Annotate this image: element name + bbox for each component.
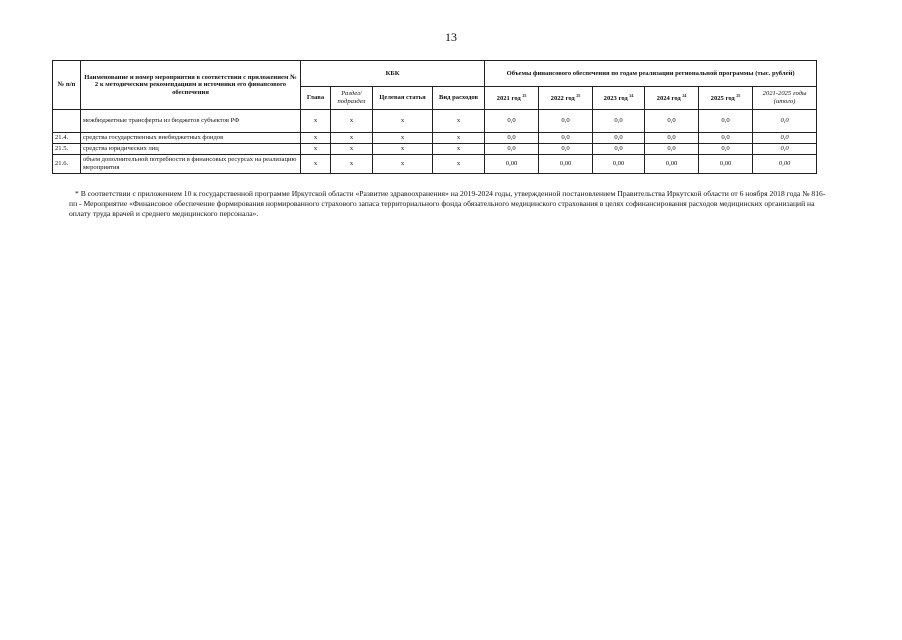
header-year-2021: 2021 год $^{25}$	[485, 87, 539, 110]
row-total: 0,0	[753, 133, 817, 144]
table-row	[53, 144, 817, 155]
row-value-2021: 0,0	[485, 144, 539, 155]
row-kbk-razdel: х	[331, 110, 373, 133]
row-kbk-vid: х	[433, 155, 485, 174]
row-name: средства государственных внебюджетных фондов	[81, 133, 301, 144]
row-value-2022: 0,00	[539, 155, 593, 174]
row-value-2023: 0,0	[593, 144, 645, 155]
header-volumes: Объемы финансового обеспечения по годам реализации региональной программы (тыс. рублей)	[485, 61, 817, 87]
row-total: 0,00	[753, 155, 817, 174]
row-value-2021: 0,0	[485, 110, 539, 133]
header-year-2025: 2025 год $^{25}$	[699, 87, 753, 110]
row-value-2024: 0,0	[645, 133, 699, 144]
page-number: 13	[445, 30, 457, 44]
row-kbk-celevaya: х	[373, 133, 433, 144]
row-number: 21.6.	[53, 155, 81, 174]
row-value-2024: 0,00	[645, 155, 699, 174]
row-kbk-glava: х	[301, 155, 331, 174]
table-row	[53, 155, 817, 174]
row-value-2021: 0,0	[485, 133, 539, 144]
header-name: Наименование и номер мероприятия в соответствии с приложением № 2 к методическим рекомендациям и источники его финансового обеспечения	[81, 61, 301, 110]
row-value-2022: 0,0	[539, 144, 593, 155]
row-kbk-razdel: х	[331, 155, 373, 174]
row-kbk-glava: х	[301, 144, 331, 155]
row-number: 21.4.	[53, 133, 81, 144]
row-value-2022: 0,0	[539, 110, 593, 133]
row-kbk-vid: х	[433, 144, 485, 155]
row-kbk-vid: х	[433, 110, 485, 133]
header-year-2022: 2022 год $^{25}$	[539, 87, 593, 110]
header-year-2023: 2023 год $^{24}$	[593, 87, 645, 110]
row-kbk-glava: х	[301, 110, 331, 133]
header-year-2024: 2024 год $^{24}$	[645, 87, 699, 110]
row-number	[53, 110, 81, 133]
row-value-2025: 0,0	[699, 133, 753, 144]
header-kbk-glava: Глава	[301, 87, 331, 110]
header-kbk-celevaya: Целевая статья	[373, 87, 433, 110]
row-value-2022: 0,0	[539, 133, 593, 144]
row-kbk-razdel: х	[331, 144, 373, 155]
row-value-2023: 0,0	[593, 133, 645, 144]
header-kbk-vid: Вид расходов	[433, 87, 485, 110]
row-kbk-vid: х	[433, 133, 485, 144]
row-kbk-celevaya: х	[373, 110, 433, 133]
row-total: 0,0	[753, 144, 817, 155]
row-value-2024: 0,0	[645, 144, 699, 155]
header-kbk-razdel: Раздел/ подраздел	[331, 87, 373, 110]
row-kbk-celevaya: х	[373, 144, 433, 155]
row-kbk-celevaya: х	[373, 155, 433, 174]
footnote: * В соответствии с приложением 10 к государственной программе Иркутской области «Развитие здравоохранения» на 2019-2024 годы, утвержденной постановлением Правительства Иркутской области от 6 ноября 2018 года № 816-пп - Мероприятие «Финансовое обеспечение формирования нормированного страхового запаса территориального фонда обязательного медицинского страхования в целях софинансирования расходов медицинских организаций на оплату труда врачей и среднего медицинского персонала».	[69, 189, 826, 218]
header-no: № п/п	[53, 61, 81, 110]
row-value-2024: 0,0	[645, 110, 699, 133]
row-kbk-razdel: х	[331, 133, 373, 144]
row-total: 0,0	[753, 110, 817, 133]
row-name: межбюджетные трансферты из бюджетов субъектов РФ	[81, 110, 301, 133]
header-kbk: КБК	[301, 61, 485, 87]
financing-table	[52, 60, 817, 174]
row-name: средства юридических лиц	[81, 144, 301, 155]
row-value-2021: 0,00	[485, 155, 539, 174]
row-value-2025: 0,0	[699, 144, 753, 155]
table-row	[53, 133, 817, 144]
header-total: 2021-2025 годы (итого)	[753, 87, 817, 110]
row-name: объем дополнительной потребности в финансовых ресурсах на реализацию мероприятия	[81, 155, 301, 174]
row-value-2023: 0,00	[593, 155, 645, 174]
row-kbk-glava: х	[301, 133, 331, 144]
row-value-2025: 0,00	[699, 155, 753, 174]
row-value-2025: 0,0	[699, 110, 753, 133]
row-value-2023: 0,0	[593, 110, 645, 133]
table-row	[53, 110, 817, 133]
row-number: 21.5.	[53, 144, 81, 155]
